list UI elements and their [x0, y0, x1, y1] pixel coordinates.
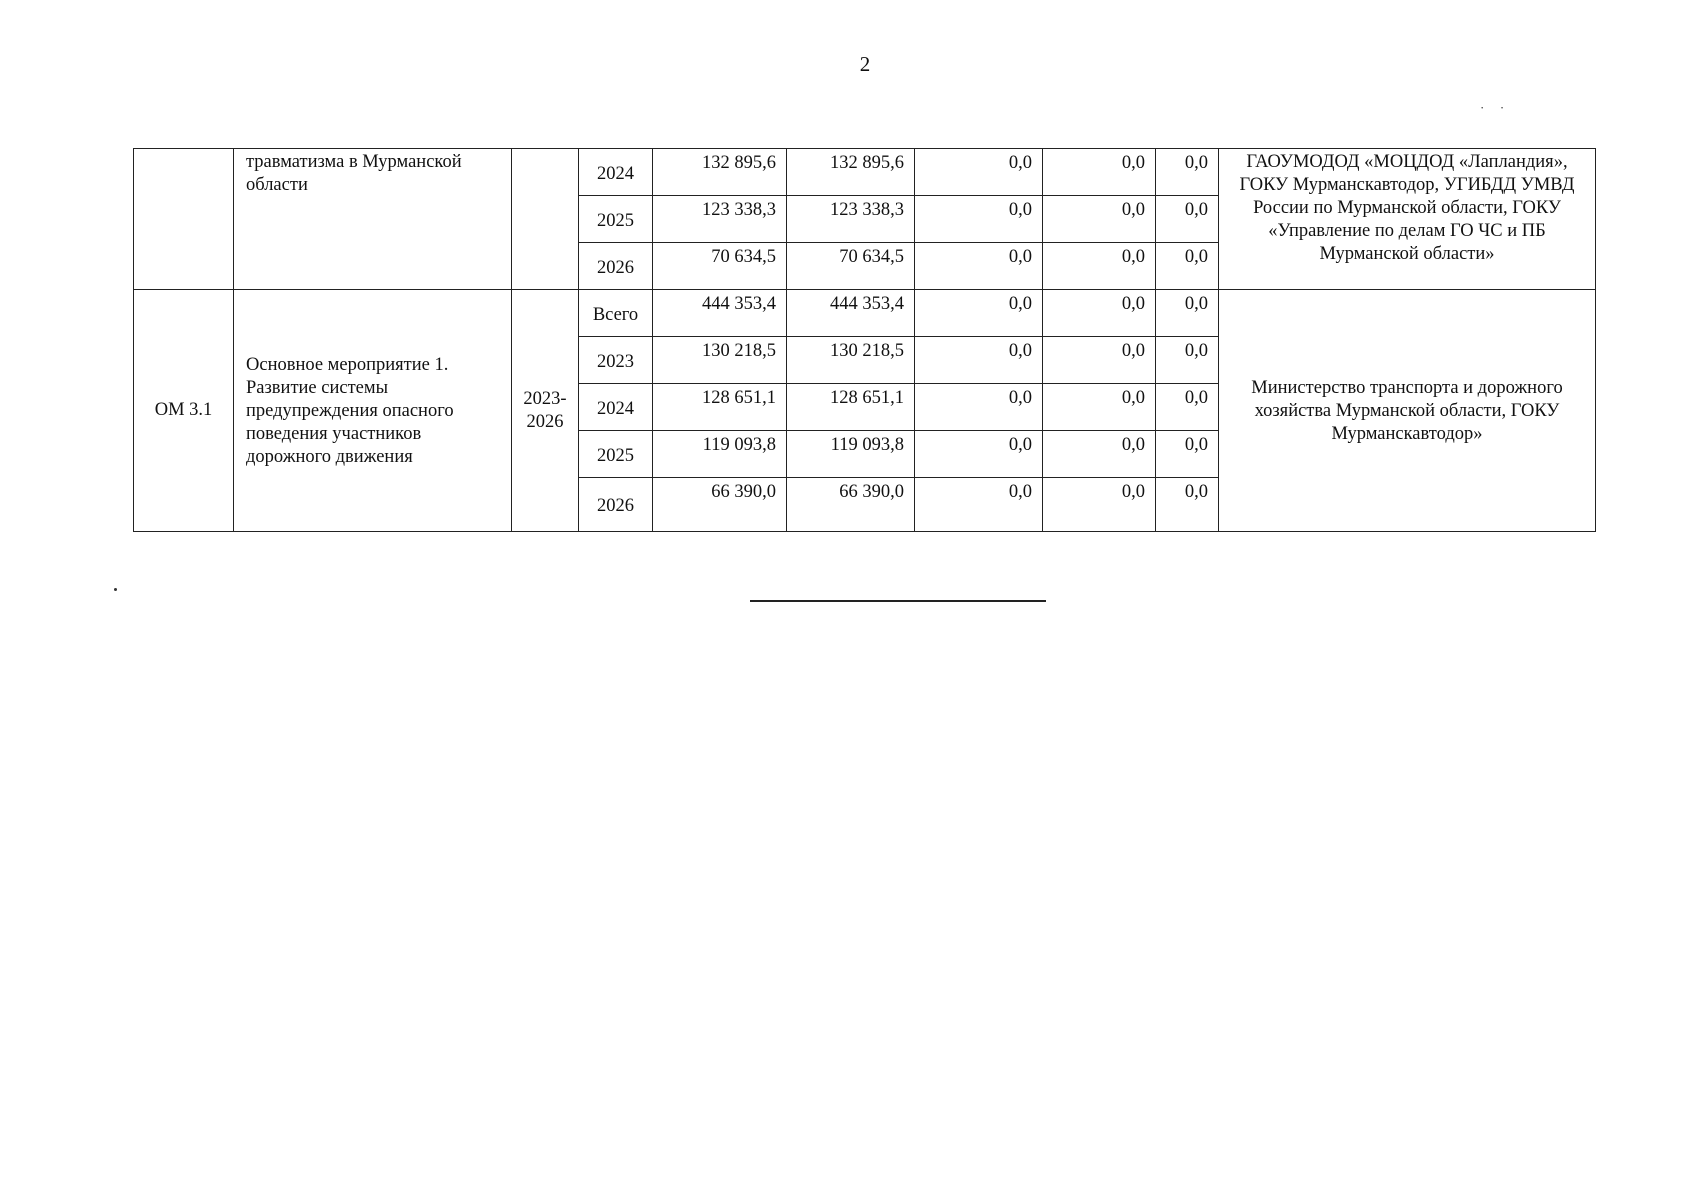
federal-cell: 0,0	[915, 149, 1043, 196]
municipal-cell: 0,0	[1043, 290, 1156, 337]
total-cell: 70 634,5	[653, 243, 787, 290]
federal-cell: 0,0	[915, 196, 1043, 243]
year-cell: 2024	[579, 149, 653, 196]
executor-cell: Министерство транспорта и дорожного хозяйства Мурманской области, ГОКУ Мурманскавтодор»	[1219, 290, 1596, 532]
regional-cell: 444 353,4	[787, 290, 915, 337]
other-cell: 0,0	[1156, 196, 1219, 243]
period-cell-empty	[512, 149, 579, 290]
total-cell: 132 895,6	[653, 149, 787, 196]
federal-cell: 0,0	[915, 431, 1043, 478]
year-cell: 2025	[579, 196, 653, 243]
regional-cell: 70 634,5	[787, 243, 915, 290]
other-cell: 0,0	[1156, 384, 1219, 431]
regional-cell: 119 093,8	[787, 431, 915, 478]
municipal-cell: 0,0	[1043, 431, 1156, 478]
budget-table	[133, 148, 1596, 532]
regional-cell: 123 338,3	[787, 196, 915, 243]
regional-cell: 132 895,6	[787, 149, 915, 196]
executor-cell: ГАОУМОДОД «МОЦДОД «Лапландия», ГОКУ Мурманскавтодор, УГИБДД УМВД России по Мурманской области, ГОКУ «Управление по делам ГО ЧС и ПБ Мурманской области»	[1219, 149, 1596, 290]
year-cell: 2025	[579, 431, 653, 478]
regional-cell: 66 390,0	[787, 478, 915, 532]
total-cell: 130 218,5	[653, 337, 787, 384]
measure-code-cell: ОМ 3.1	[134, 290, 234, 532]
measure-name-cell: Основное мероприятие 1. Развитие системы предупреждения опасного поведения участников дорожного движения	[234, 290, 512, 532]
other-cell: 0,0	[1156, 431, 1219, 478]
year-cell: Всего	[579, 290, 653, 337]
municipal-cell: 0,0	[1043, 243, 1156, 290]
total-cell: 66 390,0	[653, 478, 787, 532]
period-cell: 2023-2026	[512, 290, 579, 532]
year-cell: 2024	[579, 384, 653, 431]
municipal-cell: 0,0	[1043, 478, 1156, 532]
total-cell: 119 093,8	[653, 431, 787, 478]
regional-cell: 128 651,1	[787, 384, 915, 431]
table-row	[134, 149, 1596, 196]
federal-cell: 0,0	[915, 478, 1043, 532]
federal-cell: 0,0	[915, 290, 1043, 337]
other-cell: 0,0	[1156, 478, 1219, 532]
municipal-cell: 0,0	[1043, 196, 1156, 243]
other-cell: 0,0	[1156, 149, 1219, 196]
scan-specks: · ·	[1480, 100, 1508, 115]
measure-name-cell: травматизма в Мурманской области	[234, 149, 512, 290]
federal-cell: 0,0	[915, 337, 1043, 384]
year-cell: 2026	[579, 478, 653, 532]
page-number: 2	[859, 52, 871, 76]
year-cell: 2026	[579, 243, 653, 290]
federal-cell: 0,0	[915, 243, 1043, 290]
code-cell-empty	[134, 149, 234, 290]
other-cell: 0,0	[1156, 290, 1219, 337]
other-cell: 0,0	[1156, 337, 1219, 384]
total-cell: 444 353,4	[653, 290, 787, 337]
year-cell: 2023	[579, 337, 653, 384]
table-row	[134, 290, 1596, 337]
other-cell: 0,0	[1156, 243, 1219, 290]
scan-dot	[114, 588, 117, 591]
municipal-cell: 0,0	[1043, 384, 1156, 431]
municipal-cell: 0,0	[1043, 149, 1156, 196]
end-of-document-rule	[750, 600, 1046, 602]
federal-cell: 0,0	[915, 384, 1043, 431]
total-cell: 128 651,1	[653, 384, 787, 431]
regional-cell: 130 218,5	[787, 337, 915, 384]
municipal-cell: 0,0	[1043, 337, 1156, 384]
total-cell: 123 338,3	[653, 196, 787, 243]
